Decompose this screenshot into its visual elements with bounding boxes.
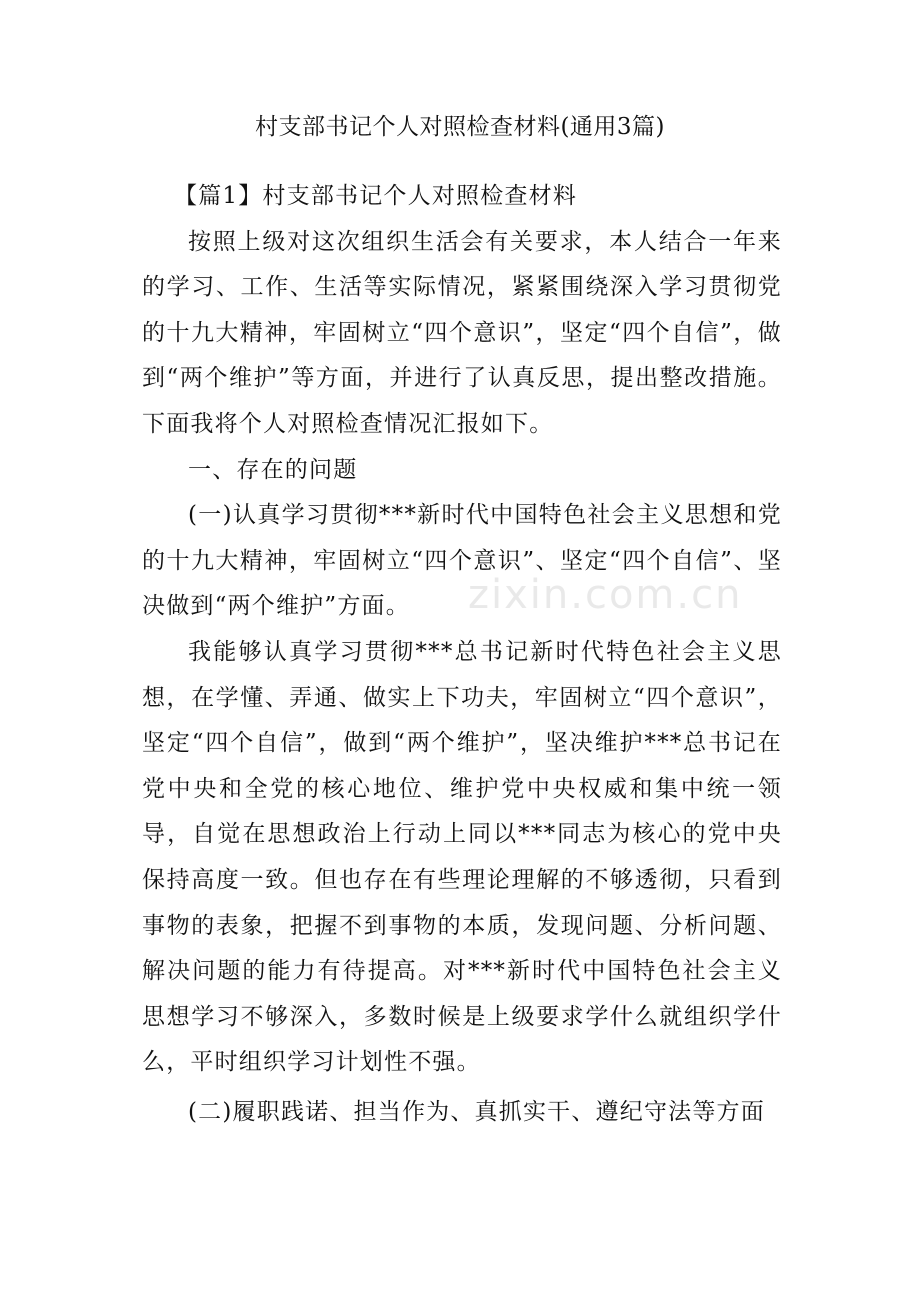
paragraph-subheading-one: (一)认真学习贯彻***新时代中国特色社会主义思想和党的十九大精神，牢固树立“四个意识”、坚定“四个自信”、坚决做到“两个维护”方面。: [142, 502, 782, 620]
document-body: [142, 174, 782, 1135]
section-heading: 【篇1】村支部书记个人对照检查材料: [174, 183, 578, 209]
paragraph-body: 我能够认真学习贯彻***总书记新时代特色社会主义思想，在学懂、弄通、做实上下功夫，牢固树立“四个意识”，坚定“四个自信”，做到“两个维护”，坚决维护***总书记在党中央和全党的核心地位、维护党中央权威和集中统一领导，自觉在思想政治上行动上同以***同志为核心的党中央保持高度一致。但也存在有些理论理解的不够透彻，只看到事物的表象，把握不到事物的本质，发现问题、分析问题、解决问题的能力有待提高。对***新时代中国特色社会主义思想学习不够深入，多数时候是上级要求学什么就组织学什么，平时组织学习计划性不强。: [142, 638, 782, 1076]
paragraph-subheading-two: (二)履职践诺、担当作为、真抓实干、遵纪守法等方面: [188, 1098, 765, 1125]
watermark-text: zixin.com.cn: [468, 572, 743, 618]
paragraph-intro: 按照上级对这次组织生活会有关要求，本人结合一年来的学习、工作、生活等实际情况，紧紧围绕深入学习贯彻党的十九大精神，牢固树立“四个意识”，坚定“四个自信”，做到“两个维护”等方面，并进行了认真反思，提出整改措施。下面我将个人对照检查情况汇报如下。: [142, 228, 782, 437]
paragraph-heading-problems: 一、存在的问题: [188, 456, 358, 483]
document-title: 村支部书记个人对照检查材料(通用3篇): [254, 114, 666, 140]
